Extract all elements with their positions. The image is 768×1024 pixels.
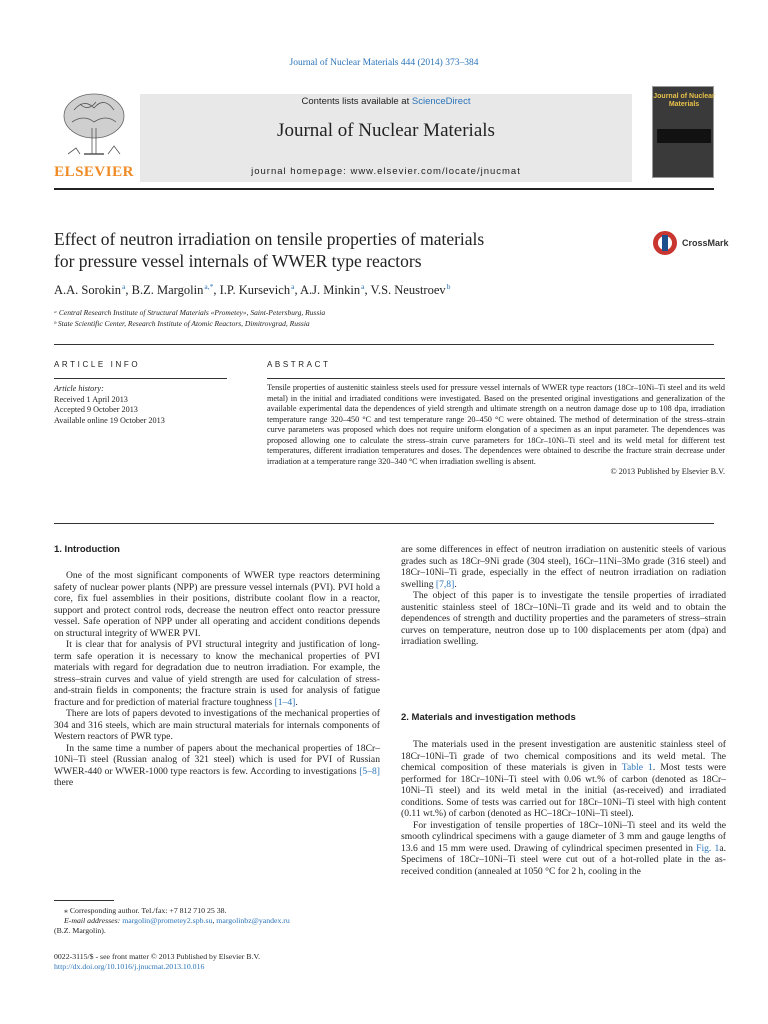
received-date: Received 1 April 2013 [54,394,128,404]
table-link[interactable]: Table 1 [621,762,653,773]
issn-line: 0022-3115/$ - see front matter © 2013 Published by Elsevier B.V. [54,952,261,961]
paragraph-text: . Most tests were performed for 18Cr–10Ni–Ti steel with 0.06 wt.% of carbon (denoted as 18Cr–10Ni–Ti steel) and its weld metal in the initial (as-received) and irradiated conditions. Some of tests was carried out for 18Cr–10Ni–Ti steel with high content (0.11 wt.%) of carbon (denoted as HC–18Cr–10Ni–Ti steel). [401,762,726,819]
history-label: Article history: [54,384,104,393]
journal-header-panel [140,94,632,182]
paragraph [401,820,726,878]
author-affiliation-mark[interactable]: a [361,282,365,291]
elsevier-logo[interactable] [54,88,134,182]
journal-homepage[interactable]: journal homepage: www.elsevier.com/locate/jnucmat [251,166,521,177]
paragraph: It is clear that for analysis of PVI structural integrity and justification of long-term safe operation it is necessary to know the mechanical properties of PVI materials with regard for degradation due to neutron irradiation. For example, the stress–strain curves and value of yield strength are used for calculation of stress-and-strain fields in components; the fracture strain is used for analysis of fatigue fracture and for prediction of material fracture toughness [1–4]. [54,639,380,708]
online-date: Available online 19 October 2013 [54,415,165,425]
affiliation-a: ᵃ Central Research Institute of Structural Materials «Prometey», Saint-Petersburg, Russia [54,308,326,317]
abstract-copyright: © 2013 Published by Elsevier B.V. [610,467,725,476]
left-column-text [54,570,380,789]
article-title [54,228,614,272]
paragraph: There are lots of papers devoted to investigations of the mechanical properties of 304 and 316 steels, which are main structural materials for internals components of Western reactors of PWR type. [54,708,380,742]
right-column-text [401,544,726,648]
article-history [54,384,234,426]
reference-link[interactable]: [5–8] [359,765,380,777]
paragraph-text: are some differences in effect of neutron irradiation on austenitic steels of various grades such as 18Cr–9Ni grade (304 steel), 16Cr–11Ni–3Mo grade (316 steel) and 18Cr–10Ni–Ti grade, especially in the effect of neutron irradiation on radiation swelling [401,544,726,590]
doi-link[interactable]: http://dx.doi.org/10.1016/j.jnucmat.2013.10.016 [54,962,205,971]
right-column-section-2 [401,739,726,877]
article-info-rule [54,378,227,379]
article-info-caption: ARTICLE INFO [54,360,141,369]
cover-title: Journal of Nuclear Materials [653,93,715,108]
footnote [54,906,380,936]
paragraph-text: In the same time a number of papers about the mechanical properties of 18Cr–10Ni–Ti steel (Russian analog of 321 steel) which is used for PVI of Russian WWER-440 or WWER-1000 type reactors is few. According to investigations [54,742,380,777]
reference-link[interactable]: [1–4] [274,696,296,708]
author-name[interactable]: I.P. Kursevich [219,283,291,298]
journal-cover-image [652,86,714,178]
paragraph-text: It is clear that for analysis of PVI structural integrity and justification of long-term safe operation it is necessary to know the mechanical properties of PVI materials with regard for degradation due to neutron irradiation. For example, the stress–strain curves and value of yield strength are used for calculation of stress-and-strain fields in components; the fracture strain is used for analysis of fatigue fracture and for prediction of material fracture toughness [54,639,380,708]
article-title-line-1: Effect of neutron irradiation on tensile properties of materials [54,229,485,249]
paragraph-text: a. Specimens of 18Cr–10Ni–Ti steel were cut out of a hot-rolled plate in the as-received condition (annealed at 1050 °C for 2 h, cooling in the [401,842,726,877]
reference-link[interactable]: [7,8] [435,578,455,590]
author-affiliation-mark[interactable]: a [122,282,126,291]
author-name[interactable]: B.Z. Margolin [131,283,204,298]
paragraph-text: The materials used in the present investigation are austenitic stainless steel of 18Cr–10Ni–Ti grade of two chemical compositions and its weld metal. The chemical composition of these materials is given in [401,739,726,773]
author-affiliation-mark[interactable]: a [291,282,295,291]
paragraph [401,739,726,820]
abstract-body [267,383,725,478]
corresponding-author-note: ⁎ Corresponding author. Tel./fax: +7 812 710 25 38. [64,906,227,915]
author-name[interactable]: A.J. Minkin [300,283,361,298]
tree-logo-icon [54,88,134,164]
abstract-paragraph: Tensile properties of austenitic stainless steels used for pressure vessel internals of WWER type reactors (18Cr–10Ni–Ti steel and its weld metal) in the initial and irradiated conditions were investigated. Based on the presented original investigations and generalization of the available experimental data the dependences of yield strength and ultimate strength on a neutron damage dose up to 108 dpa, irradiation temperature range 320–450 °C and test temperature range 20–450 °C were obtained. The method of determination of the stress–strain curve parameters was proposed which does not require uniform elongation of a specimen as an input parameter. The dependences was proposed allowing one to calculate the stress–strain curve parameters for 18Cr–10Ni–Ti steel and its weld metal for different test temperatures, different irradiation temperatures and doses. The dependences were obtained to describe the fracture strain decrease under irradiation at a temperature range 320–340 °C when irradiation swelling is absent. [267,383,725,466]
sciencedirect-link[interactable]: ScienceDirect [411,96,471,107]
section-1-heading: 1. Introduction [54,544,120,555]
header-rule [54,188,714,190]
journal-title: Journal of Nuclear Materials [277,120,495,141]
paragraph: One of the most significant components of WWER type reactors determining safety of nuclear power plants (NPP) are pressure vessel internals (PVI). PVI hold a core, fix fuel assemblies in their positions, distribute coolant flow in a reactor, support and protect control rods, decrease the neutron effect onto reactor pressure vessel. Safe operation of NPP under all operating and accident conditions depends on structural integrity of WWER PVI. [54,570,380,639]
crossmark-badge[interactable] [652,230,732,256]
article-meta [54,952,380,972]
author-affiliation-mark[interactable]: b [446,282,451,291]
crossmark-label: CrossMark [682,238,729,248]
abstract-end-rule [54,523,714,524]
paragraph: The object of this paper is to investigate the tensile properties of irradiated austenitic stainless steel of 18Cr–10Ni–Ti grade and its weld and to obtain the dependences of strength and ductility properties and the parameters of stress–strain curves on temperature, neutron dose up to 100 displacements per atom (dpa) and irradiation swelling. [401,590,726,647]
email-owner: (B.Z. Margolin). [54,926,106,935]
contents-line [140,96,632,107]
author-name[interactable]: A.A. Sorokin [54,283,122,298]
email-link-2[interactable]: margolinbz@yandex.ru [216,916,290,925]
paragraph-text: For investigation of tensile properties of 18Cr–10Ni–Ti steel and its weld the smooth cylindrical specimens with a gauge diameter of 3 mm and gauge lengths of 13.6 and 15 mm were used. Drawing of cylindrical specimen presented in [401,819,726,854]
crossmark-icon [652,230,678,256]
paragraph: are some differences in effect of neutron irradiation on austenitic steels of various grades such as 18Cr–9Ni grade (304 steel), 16Cr–11Ni–3Mo grade (316 steel) and 18Cr–10Ni–Ti grade, especially in the effect of neutron irradiation on radiation swelling [7,8]. [401,544,726,590]
accepted-date: Accepted 9 October 2013 [54,405,138,414]
email-label: E-mail addresses: [64,916,123,925]
section-2-heading: 2. Materials and investigation methods [401,712,576,723]
article-title-line-2: for pressure vessel internals of WWER type reactors [54,251,422,271]
author-affiliation-mark[interactable]: a,* [204,282,214,291]
abstract-caption: ABSTRACT [267,360,331,369]
email-addresses: E-mail addresses: margolin@prometey2.spb.su, margolinbz@yandex.ru [64,916,290,925]
author-name[interactable]: V.S. Neustroev [370,283,446,298]
elsevier-wordmark: ELSEVIER [54,164,134,180]
author-list: A.A. Sorokin $^a$, B.Z. Margolin $^{a,*}$, I.P. Kursevich $^a$, A.J. Minkin $^a$, V.S. Neustroev $^b$ [54,282,451,298]
email-link-1[interactable]: margolin@prometey2.spb.su [122,916,213,925]
paragraph [54,743,380,789]
affiliation-b: ᵇ State Scientific Center, Research Institute of Atomic Reactors, Dimitrovgrad, Russia [54,319,310,328]
cover-graphic [657,129,711,143]
journal-citation[interactable]: Journal of Nuclear Materials 444 (2014) 373–384 [289,58,479,68]
affiliation-rule [54,344,714,345]
paragraph-text: there [54,777,74,788]
figure-link[interactable]: Fig. 1 [696,842,720,854]
footnote-rule [54,900,114,901]
abstract-rule [267,378,725,379]
contents-prefix: Contents lists available at [301,96,412,107]
